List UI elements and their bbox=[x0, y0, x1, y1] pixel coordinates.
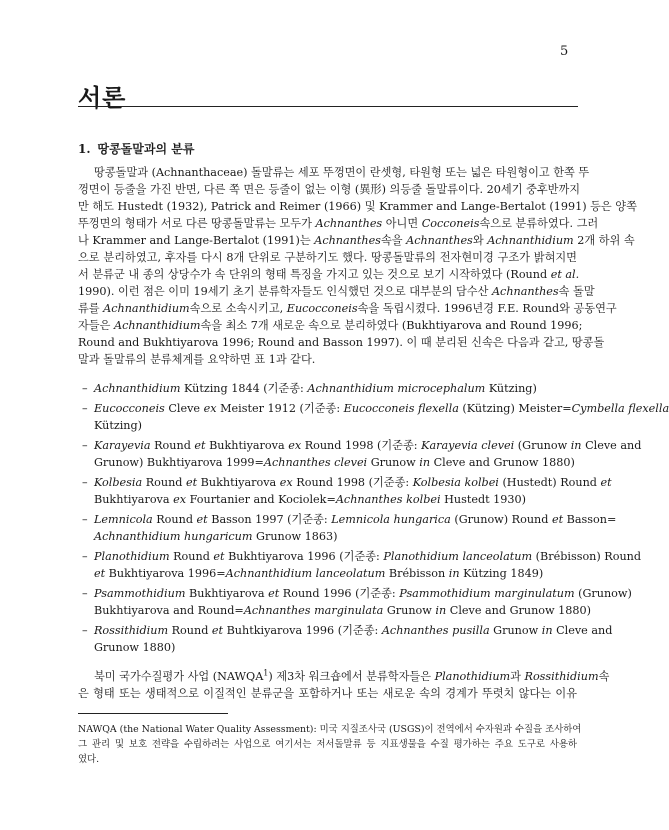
chapter-rule bbox=[78, 106, 578, 107]
list-item-text: Kolbesia Round et Bukhtiyarova ex Round 1998 (기준종: Kolbesia kolbei (Hustedt) Round et bbox=[94, 476, 612, 489]
list-item-text: Eucocconeis Cleve ex Meister 1912 (기준종: Eucocconeis flexella (Kützing) Meister=Cymbella flexella bbox=[94, 402, 669, 415]
footnote-line: 그 관리 및 보호 전략을 수립하려는 사업으로 여기서는 저서돌말류 등 지표생물을 수질 평가하는 주요 도구로 사용하 bbox=[78, 739, 577, 750]
text-line: 만 해도 Hustedt (1932), Patrick and Reimer (1966) 및 Krammer and Lange-Bertalot (1991) 등은 양쪽 bbox=[78, 200, 637, 213]
list-item-text: Rossithidium Round et Buhtkiyarova 1996 (기준종: Achnanthes pusilla Grunow in Cleve and bbox=[94, 624, 613, 637]
text-line: 은 형태 또는 생태적으로 이질적인 분류군을 포함하거나 또는 새로운 속의 경계가 뚜렷치 않다는 이유 bbox=[78, 687, 577, 700]
list-item bbox=[82, 437, 642, 454]
text-line: 자들은 Achnanthidium속을 최소 7개 새로운 속으로 분리하였다 (Bukhtiyarova and Round 1996; bbox=[78, 319, 583, 332]
section-heading bbox=[78, 140, 194, 157]
list-item bbox=[82, 622, 613, 639]
text-line: 으로 분리하였고, 후자를 다시 8개 단위로 구분하기도 했다. 땅콩돌말류의 전자현미경 구조가 밝혀지면 bbox=[78, 251, 577, 264]
text-line: 1990). 이런 점은 이미 19세기 초기 분류학자들도 인식했던 것으로 대부분의 담수산 Achnanthes속 돌말 bbox=[78, 285, 595, 298]
list-dash: – bbox=[82, 624, 88, 637]
list-item-text: Karayevia Round et Bukhtiyarova ex Round 1998 (기준종: Karayevia clevei (Grunow in Cleve and bbox=[94, 439, 642, 452]
list-dash: – bbox=[82, 439, 88, 452]
text-line: 말과 돌말류의 분류체계를 요약하면 표 1과 같다. bbox=[78, 353, 316, 366]
list-item-continuation: Grunow 1880) bbox=[94, 641, 176, 654]
footnote-line: NAWQA (the National Water Quality Assessment): 미국 지질조사국 (USGS)이 전역에서 수자원과 수질을 조사하여 bbox=[78, 724, 582, 735]
text-line: 서 분류군 내 종의 상당수가 속 단위의 형태 특징을 가지고 있는 것으로 보기 시작하였다 (Round et al. bbox=[78, 268, 580, 281]
text-line: 땅콩돌말과 (Achnanthaceae) 돌말류는 세포 뚜껑면이 란셋형, 타원형 또는 넓은 타원형이고 한쪽 뚜 bbox=[94, 166, 590, 179]
footnote-rule bbox=[78, 713, 228, 714]
text-line: 껑면이 등줄을 가진 반면, 다른 쪽 면은 등줄이 없는 이형 (異形) 의등줄 돌말류이다. 20세기 중후반까지 bbox=[78, 183, 581, 196]
text-line: 북미 국가수질평가 사업 (NAWQA$^1$) 제3차 워크숍에서 분류학자들은 Planothidium과 Rossithidium속 bbox=[94, 668, 610, 683]
list-item-continuation: Bukhtiyarova ex Fourtanier and Kociolek=Achnanthes kolbei Hustedt 1930) bbox=[94, 493, 526, 506]
section-number: 1. bbox=[78, 142, 91, 156]
list-item-text: Psammothidium Bukhtiyarova et Round 1996 (기준종: Psammothidium marginulatum (Grunow) bbox=[94, 587, 632, 600]
list-item-continuation: Bukhtiyarova and Round=Achnanthes marginulata Grunow in Cleve and Grunow 1880) bbox=[94, 604, 592, 617]
text-line: Round and Bukhtiyarova 1996; Round and Basson 1997). 이 때 분리된 신속은 다음과 같고, 땅콩돌 bbox=[78, 336, 605, 349]
list-item-continuation: Achnanthidium hungaricum Grunow 1863) bbox=[94, 530, 338, 543]
list-dash: – bbox=[82, 402, 88, 415]
list-item-text: Planothidium Round et Bukhtiyarova 1996 (기준종: Planothidium lanceolatum (Brébisson) Round bbox=[94, 550, 642, 563]
list-item bbox=[82, 511, 617, 528]
list-item bbox=[82, 474, 612, 491]
text-line: 뚜껑면의 형태가 서로 다른 땅콩돌말류는 모두가 Achnanthes 아니면 Cocconeis속으로 분류하였다. 그러 bbox=[78, 217, 599, 230]
list-dash: – bbox=[82, 476, 88, 489]
list-item-continuation: et Bukhtiyarova 1996=Achnanthidium lanceolatum Brébisson in Kützing 1849) bbox=[94, 567, 544, 580]
list-item-continuation: Grunow) Bukhtiyarova 1999=Achnanthes clevei Grunow in Cleve and Grunow 1880) bbox=[94, 456, 575, 469]
chapter-title: 서론 bbox=[78, 83, 127, 112]
list-item-continuation: Kützing) bbox=[94, 419, 143, 432]
text-line: 류를 Achnanthidium속으로 소속시키고, Eucocconeis속을 독립시켰다. 1996년경 F.E. Round와 공동연구 bbox=[78, 302, 617, 315]
list-item bbox=[82, 548, 642, 565]
footnote-line: 였다. bbox=[78, 754, 100, 765]
list-dash: – bbox=[82, 587, 88, 600]
list-item bbox=[82, 400, 669, 417]
list-dash: – bbox=[82, 513, 88, 526]
list-dash: – bbox=[82, 550, 88, 563]
section-title: 땅콩돌말과의 분류 bbox=[97, 142, 195, 156]
list-dash: – bbox=[82, 382, 88, 395]
page-number: 5 bbox=[560, 44, 569, 59]
list-item-text: Lemnicola Round et Basson 1997 (기준종: Lemnicola hungarica (Grunow) Round et Basson= bbox=[94, 513, 617, 526]
list-item-text: Achnanthidium Kützing 1844 (기준종: Achnanthidium microcephalum Kützing) bbox=[94, 382, 537, 395]
list-item bbox=[82, 585, 632, 602]
list-item bbox=[82, 380, 577, 397]
text-line: 나 Krammer and Lange-Bertalot (1991)는 Achnanthes속을 Achnanthes와 Achnanthidium 2개 하위 속 bbox=[78, 234, 635, 247]
